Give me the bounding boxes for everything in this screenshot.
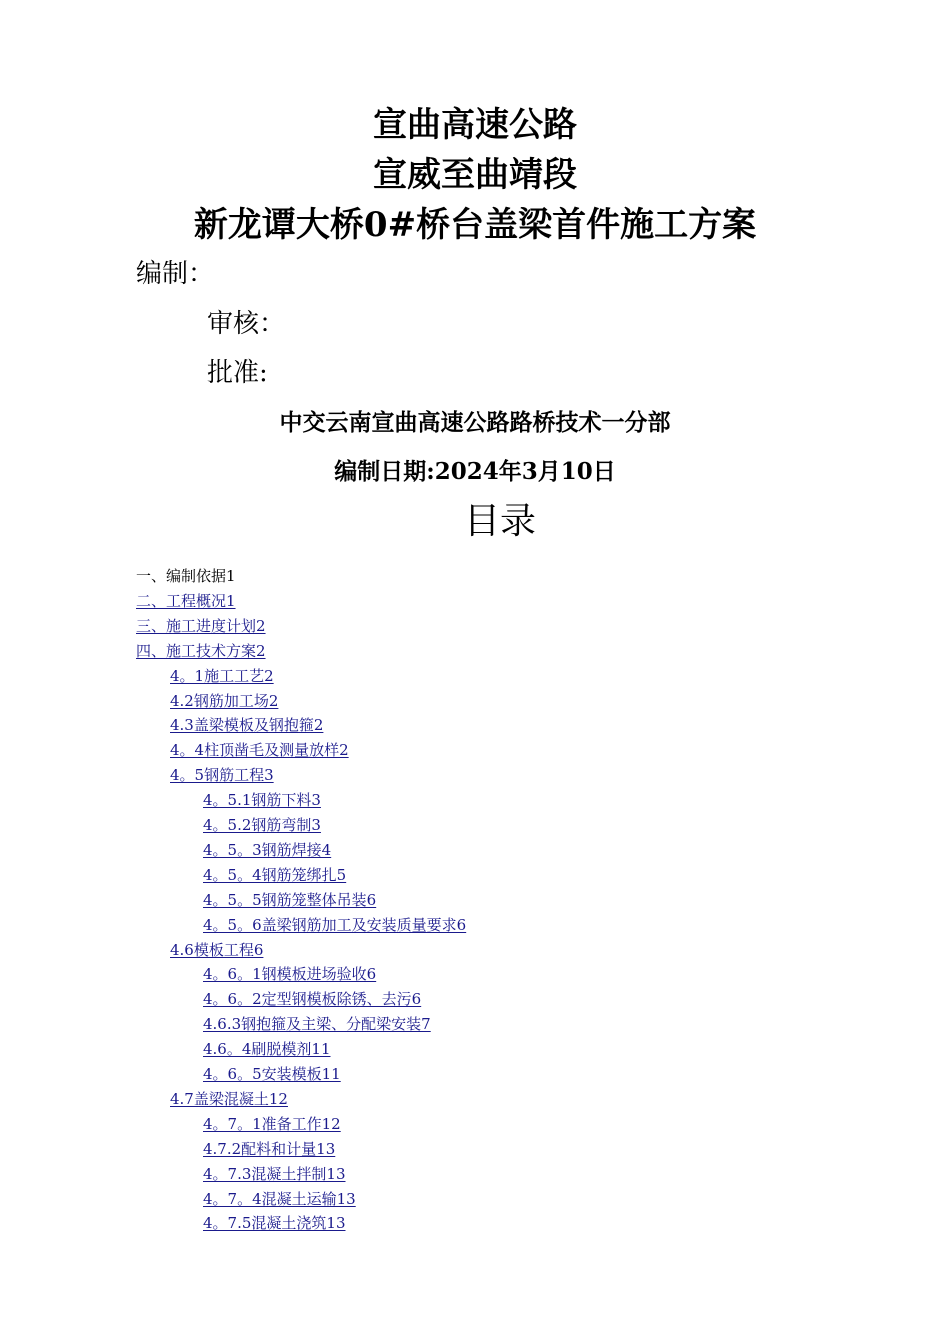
toc-entry: 一、编制依据1 xyxy=(136,567,236,585)
toc-entry[interactable]: 4。5。5钢筋笼整体吊装6 xyxy=(203,890,377,909)
toc-entry[interactable]: 4。7。4混凝土运输13 xyxy=(203,1189,356,1208)
toc-heading: 目录 xyxy=(463,501,536,542)
toc-entry[interactable]: 4。7。1准备工作12 xyxy=(203,1114,341,1133)
toc-entry[interactable]: 4。5.2钢筋弯制3 xyxy=(203,816,321,834)
toc-entry[interactable]: 4。5。4钢筋笼绑扎5 xyxy=(203,865,347,884)
toc-entry[interactable]: 三、施工进度计划2 xyxy=(136,616,266,635)
toc-entry[interactable]: 四、施工技术方案2 xyxy=(136,641,266,660)
toc-entry[interactable]: 4.6。4刷脱模剂11 xyxy=(203,1040,331,1059)
toc-entry[interactable]: 4。5钢筋工程3 xyxy=(170,766,274,785)
reviewer-label: 审核： xyxy=(207,309,286,339)
toc-entry[interactable]: 4。5。3钢筋焊接4 xyxy=(203,840,332,859)
toc-entry[interactable]: 4。7.3混凝土拌制13 xyxy=(203,1164,346,1183)
title-line-1: 宣曲高速公路 xyxy=(373,105,577,145)
approver-label: 批准: xyxy=(207,358,268,388)
toc-entry[interactable]: 4。6。2定型钢模板除锈、去污6 xyxy=(203,990,422,1009)
toc-entry[interactable]: 4.3盖梁模板及钢抱箍2 xyxy=(170,716,324,735)
toc-entry[interactable]: 4.6.3钢抱箍及主梁、分配梁安装7 xyxy=(203,1015,431,1034)
toc-entry[interactable]: 4.6模板工程6 xyxy=(170,940,264,959)
toc-entry[interactable]: 4.7.2配料和计量13 xyxy=(203,1139,336,1158)
toc-entry[interactable]: 4。5.1钢筋下料3 xyxy=(203,791,321,810)
toc-entry[interactable]: 4。1施工工艺2 xyxy=(170,666,274,685)
title-line-3: 新龙谭大桥0#桥台盖梁首件施工方案 xyxy=(193,205,757,245)
toc-entry[interactable]: 4。4柱顶凿毛及测量放样2 xyxy=(170,741,349,760)
toc-entry[interactable]: 4。7.5混凝土浇筑13 xyxy=(203,1214,346,1233)
toc-entry[interactable]: 4。5。6盖梁钢筋加工及安装质量要求6 xyxy=(203,915,467,934)
toc-entry[interactable]: 二、工程概况1 xyxy=(136,591,236,610)
organization-name: 中交云南宣曲高速公路路桥技术一分部 xyxy=(279,409,671,436)
toc-entry[interactable]: 4.2钢筋加工场2 xyxy=(170,691,279,710)
toc-entry[interactable]: 4。6。5安装模板11 xyxy=(203,1065,341,1083)
compile-date: 编制日期:2024年3月10日 xyxy=(334,458,616,485)
compiler-label: 编制： xyxy=(136,259,215,289)
title-line-2: 宣威至曲靖段 xyxy=(373,155,577,195)
toc-entry[interactable]: 4。6。1钢模板进场验收6 xyxy=(203,965,377,984)
toc-entry[interactable]: 4.7盖梁混凝土12 xyxy=(170,1089,288,1108)
